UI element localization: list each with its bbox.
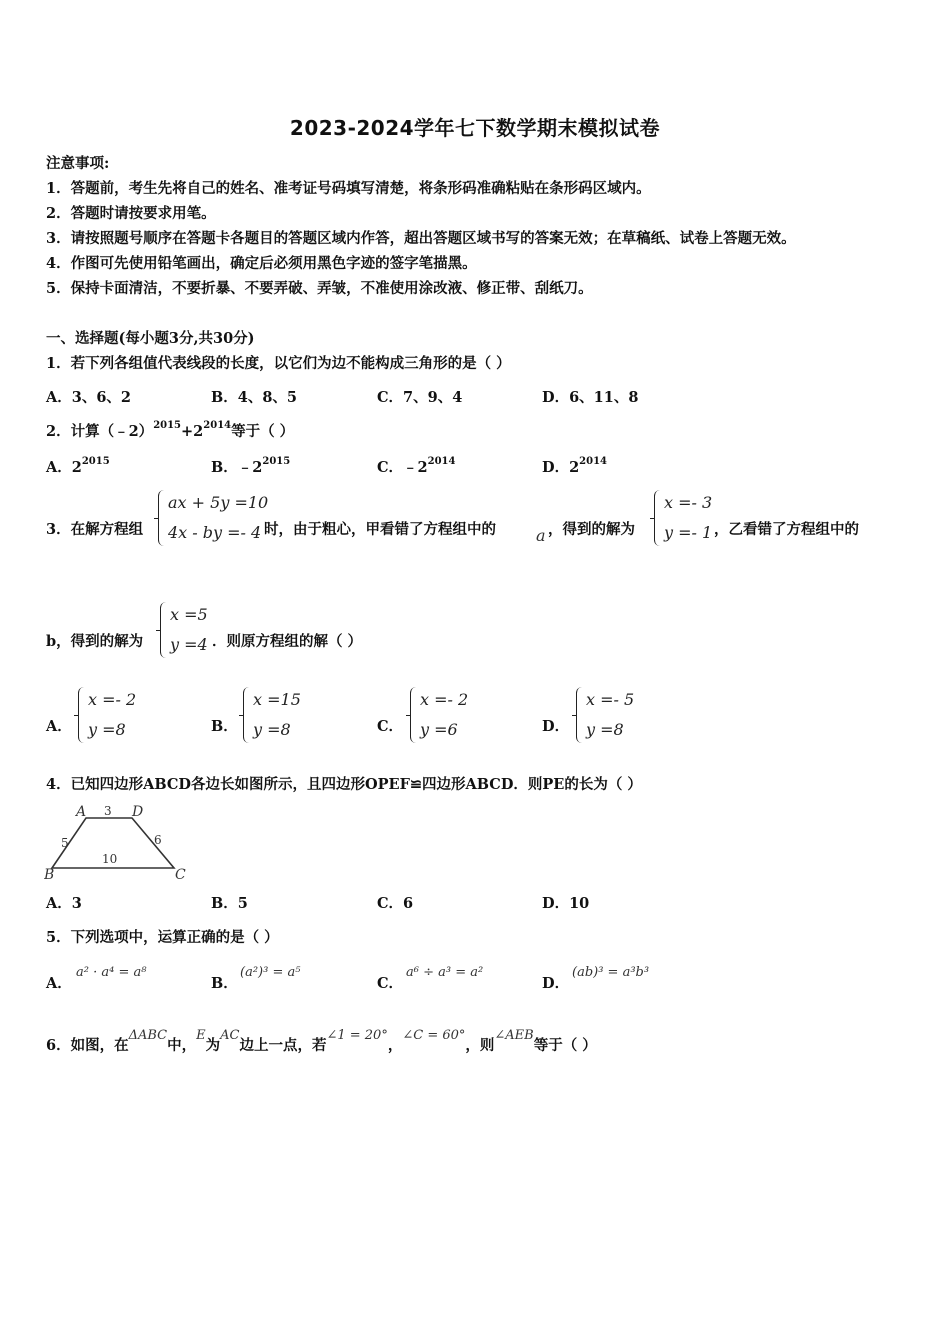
q5-option-a-label: A． xyxy=(46,975,72,992)
q3-option-c-label: C． xyxy=(377,718,404,735)
trapezoid-figure xyxy=(44,800,194,884)
q2-option-c: C．$﹣2^{2014}$ xyxy=(377,456,456,476)
q4-option-d: D．10 xyxy=(542,895,590,912)
label-c: C xyxy=(175,867,186,883)
q5-option-c-expr: a⁶ ÷ a³ = a² xyxy=(406,965,484,980)
question-2-stem: 2．计算$(﹣2)^{2015}+2^{2014}$等于（ ） xyxy=(46,420,295,440)
q3-solution-1: x =- 3 y =- 1 xyxy=(654,490,712,546)
label-d: D xyxy=(132,804,144,820)
q4-option-a: A．3 xyxy=(46,895,82,912)
q3-text-3: ，得到的解为 xyxy=(548,521,635,538)
q3-text-6: ．则原方程组的解（ ） xyxy=(212,633,363,650)
q3-solution-2: x =5 y =4 xyxy=(160,602,208,658)
note-item: 1．答题前，考生先将自己的姓名、准考证号码填写清楚，将条形码准确粘贴在条形码区域内。 xyxy=(46,180,651,197)
q3-option-d-label: D． xyxy=(542,718,570,735)
note-item: 2．答题时请按要求用笔。 xyxy=(46,205,216,222)
q4-option-b: B．5 xyxy=(211,895,248,912)
q1-option-a: A．3、6、2 xyxy=(46,389,132,406)
q3-option-c-system: x =- 2 y =6 xyxy=(410,687,468,743)
q3-option-a-system: x =- 2 y =8 xyxy=(78,687,136,743)
q4-option-c: C．6 xyxy=(377,895,414,912)
q1-option-c: C．7、9、4 xyxy=(377,389,463,406)
q5-option-d-label: D． xyxy=(542,975,570,992)
q3-system-equations: ax + 5y =10 4x - by =- 4 xyxy=(158,490,268,546)
q5-option-b-expr: (a²)³ = a⁵ xyxy=(240,965,301,980)
section-heading: 一、选择题(每小题3分,共30分) xyxy=(46,330,255,347)
note-item: 5．保持卡面清洁，不要折暴、不要弄破、弄皱，不准使用涂改液、修正带、刮纸刀。 xyxy=(46,280,593,297)
question-5-stem: 5．下列选项中，运算正确的是（ ） xyxy=(46,929,279,946)
question-4-stem: 4．已知四边形ABCD各边长如图所示，且四边形OPEF≌四边形ABCD．则PE的长为（ ） xyxy=(46,776,642,793)
q3-option-a-label: A． xyxy=(46,718,72,735)
q5-option-b-label: B． xyxy=(211,975,238,992)
question-6-stem: 6．如图，在 ΔABC 中， E 为 AC 边上一点，若 ∠1 = 20° ， ∠C = 60° ，则 ∠AEB 等于（ ） xyxy=(46,1028,597,1054)
q3-var-a: a xyxy=(536,526,546,545)
note-item: 3．请按照题号顺序在答题卡各题目的答题区域内作答，超出答题区域书写的答案无效；在草稿纸、试卷上答题无效。 xyxy=(46,230,796,247)
q5-option-d-expr: (ab)³ = a³b³ xyxy=(572,965,650,980)
page-title: 2023-2024学年七下数学期末模拟试卷 xyxy=(289,116,661,140)
q5-option-c-label: C． xyxy=(377,975,404,992)
q2-option-a: A．$2^{2015}$ xyxy=(46,456,110,476)
q3-option-b-label: B． xyxy=(211,718,238,735)
q1-option-d: D．6、11、8 xyxy=(542,389,639,406)
q5-option-a-expr: a² · a⁴ = a⁸ xyxy=(76,965,147,980)
label-a: A xyxy=(76,804,87,820)
label-b: B xyxy=(44,867,55,883)
q3-option-d-system: x =- 5 y =8 xyxy=(576,687,634,743)
q3-option-b-system: x =15 y =8 xyxy=(243,687,301,743)
length-ab: 5 xyxy=(61,836,69,850)
q3-text-4: ，乙看错了方程组中的 xyxy=(714,521,859,538)
q3-text-2: 时，由于粗心，甲看错了方程组中的 xyxy=(264,521,496,538)
q3-text-1: 3．在解方程组 xyxy=(46,521,144,538)
length-bc: 10 xyxy=(102,852,118,866)
notes-heading: 注意事项: xyxy=(46,155,110,172)
length-dc: 6 xyxy=(154,833,162,847)
q2-option-b: B．$﹣2^{2015}$ xyxy=(211,456,291,476)
note-item: 4．作图可先使用铅笔画出，确定后必须用黑色字迹的签字笔描黑。 xyxy=(46,255,477,272)
length-ad: 3 xyxy=(104,804,112,818)
question-1-stem: 1．若下列各组值代表线段的长度，以它们为边不能构成三角形的是（ ） xyxy=(46,355,511,372)
q3-text-5: b，得到的解为 xyxy=(46,633,144,650)
q2-option-d: D．$2^{2014}$ xyxy=(542,456,608,476)
q1-option-b: B．4、8、5 xyxy=(211,389,298,406)
